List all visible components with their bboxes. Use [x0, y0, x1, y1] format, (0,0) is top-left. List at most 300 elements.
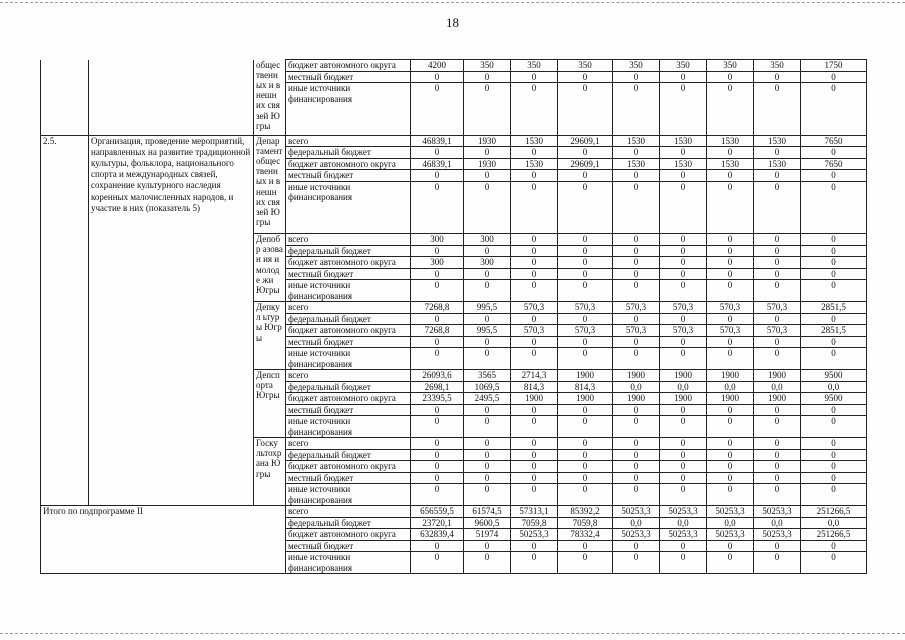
amount-cell: 0: [511, 313, 558, 325]
amount-cell: 350: [707, 60, 754, 72]
funding-source-cell: федеральный бюджет: [286, 245, 411, 257]
amount-cell: 0: [801, 438, 867, 450]
amount-cell: 0: [707, 404, 754, 416]
amount-cell: 0: [613, 313, 660, 325]
amount-cell: 0: [754, 313, 801, 325]
budget-table: [40, 59, 867, 574]
amount-cell: 0: [558, 336, 613, 348]
amount-cell: 1930: [464, 135, 511, 147]
amount-cell: 0: [464, 245, 511, 257]
funding-source-cell: бюджет автономного округа: [286, 461, 411, 473]
amount-cell: 0: [707, 71, 754, 83]
amount-cell: 0: [464, 472, 511, 484]
amount-cell: 46839,1: [411, 158, 464, 170]
amount-cell: 656559,5: [411, 506, 464, 518]
amount-cell: 1530: [613, 135, 660, 147]
funding-source-cell: всего: [286, 370, 411, 382]
amount-cell: 0: [558, 404, 613, 416]
amount-cell: 995,5: [464, 302, 511, 314]
amount-cell: 0: [707, 484, 754, 506]
amount-cell: 0: [411, 268, 464, 280]
amount-cell: 4200: [411, 60, 464, 72]
amount-cell: 0: [613, 181, 660, 234]
amount-cell: 0: [558, 416, 613, 438]
amount-cell: 2851,5: [801, 302, 867, 314]
amount-cell: 251266,5: [801, 529, 867, 541]
amount-cell: 46839,1: [411, 135, 464, 147]
amount-cell: 2495,5: [464, 393, 511, 405]
amount-cell: 50253,3: [511, 529, 558, 541]
amount-cell: 0: [411, 71, 464, 83]
amount-cell: 0: [464, 416, 511, 438]
amount-cell: 7650: [801, 158, 867, 170]
amount-cell: 350: [511, 60, 558, 72]
amount-cell: 0: [754, 280, 801, 302]
amount-cell: 50253,3: [754, 506, 801, 518]
amount-cell: 0: [511, 268, 558, 280]
amount-cell: 0: [411, 313, 464, 325]
responsible-executor-cell: Депкул ьтуры Югры: [254, 302, 286, 370]
amount-cell: 0: [558, 147, 613, 159]
amount-cell: 814,3: [511, 381, 558, 393]
amount-cell: 0,0: [707, 381, 754, 393]
amount-cell: 0: [558, 461, 613, 473]
funding-source-cell: федеральный бюджет: [286, 517, 411, 529]
funding-source-cell: иные источники финансирования: [286, 181, 411, 234]
amount-cell: 0: [613, 83, 660, 136]
amount-cell: 0: [511, 336, 558, 348]
amount-cell: 7268,8: [411, 325, 464, 337]
amount-cell: 0: [411, 348, 464, 370]
scan-edge-top: [0, 2, 905, 3]
amount-cell: 50253,3: [707, 529, 754, 541]
funding-source-cell: федеральный бюджет: [286, 313, 411, 325]
amount-cell: 0: [411, 181, 464, 234]
amount-cell: 0: [464, 313, 511, 325]
funding-source-cell: всего: [286, 438, 411, 450]
amount-cell: 0: [754, 234, 801, 246]
amount-cell: 2714,3: [511, 370, 558, 382]
amount-cell: 0: [558, 71, 613, 83]
amount-cell: 0: [411, 404, 464, 416]
amount-cell: 1900: [511, 393, 558, 405]
amount-cell: 0: [707, 336, 754, 348]
amount-cell: 0: [558, 170, 613, 182]
amount-cell: 0: [754, 71, 801, 83]
task-name-cell: Организация, проведение мероприятий, направленных на развитие традиционной культуры, фольклора, национального спорта и международных связей, сохранение культурного наследия коренных малочисленных народов, и участие в них (показатель 5): [89, 135, 254, 506]
amount-cell: 0,0: [660, 381, 707, 393]
responsible-executor-cell: общес твенн ых и внешн их связей Югры: [254, 60, 286, 136]
amount-cell: 0: [558, 234, 613, 246]
amount-cell: 0: [464, 71, 511, 83]
funding-source-cell: иные источники финансирования: [286, 83, 411, 136]
amount-cell: 0: [511, 540, 558, 552]
amount-cell: 0: [613, 472, 660, 484]
amount-cell: 0: [411, 83, 464, 136]
amount-cell: 1900: [754, 370, 801, 382]
funding-source-cell: всего: [286, 302, 411, 314]
amount-cell: 0: [558, 348, 613, 370]
amount-cell: 0: [613, 552, 660, 574]
amount-cell: 0: [411, 280, 464, 302]
page-number: 18: [446, 15, 459, 30]
amount-cell: 1900: [613, 393, 660, 405]
total-label-cell: Итого по подпрограмме II: [41, 506, 286, 574]
amount-cell: 0: [660, 438, 707, 450]
amount-cell: 0: [558, 552, 613, 574]
amount-cell: 350: [613, 60, 660, 72]
amount-cell: 0: [660, 540, 707, 552]
amount-cell: 0: [707, 245, 754, 257]
amount-cell: 1530: [613, 158, 660, 170]
amount-cell: 0: [511, 83, 558, 136]
amount-cell: 0: [660, 170, 707, 182]
amount-cell: 0: [707, 83, 754, 136]
amount-cell: 3565: [464, 370, 511, 382]
amount-cell: 0: [558, 484, 613, 506]
amount-cell: 0: [558, 257, 613, 269]
amount-cell: 1900: [707, 393, 754, 405]
funding-source-cell: бюджет автономного округа: [286, 60, 411, 72]
amount-cell: 1530: [660, 135, 707, 147]
responsible-executor-cell: Госку льтохр ана Югры: [254, 438, 286, 506]
amount-cell: 570,3: [754, 302, 801, 314]
amount-cell: 1530: [511, 135, 558, 147]
amount-cell: 0: [801, 336, 867, 348]
amount-cell: 0: [558, 472, 613, 484]
amount-cell: 0,0: [613, 517, 660, 529]
amount-cell: 632839,4: [411, 529, 464, 541]
amount-cell: 0: [411, 461, 464, 473]
funding-source-cell: всего: [286, 234, 411, 246]
amount-cell: 0: [801, 234, 867, 246]
amount-cell: 0,0: [801, 517, 867, 529]
funding-source-cell: местный бюджет: [286, 71, 411, 83]
amount-cell: 0: [511, 484, 558, 506]
amount-cell: 0: [464, 461, 511, 473]
funding-source-cell: иные источники финансирования: [286, 416, 411, 438]
amount-cell: 0: [707, 268, 754, 280]
amount-cell: 300: [464, 234, 511, 246]
amount-cell: 0: [613, 461, 660, 473]
amount-cell: 0: [558, 280, 613, 302]
amount-cell: 0: [411, 472, 464, 484]
amount-cell: 0: [754, 484, 801, 506]
amount-cell: 0: [558, 245, 613, 257]
funding-source-cell: федеральный бюджет: [286, 449, 411, 461]
amount-cell: 0,0: [801, 381, 867, 393]
amount-cell: 814,3: [558, 381, 613, 393]
amount-cell: 0: [613, 449, 660, 461]
amount-cell: 0: [613, 540, 660, 552]
amount-cell: 570,3: [660, 325, 707, 337]
amount-cell: 0: [660, 280, 707, 302]
amount-cell: 570,3: [511, 325, 558, 337]
amount-cell: 0: [801, 449, 867, 461]
amount-cell: 570,3: [558, 302, 613, 314]
amount-cell: 0: [464, 147, 511, 159]
amount-cell: 251266,5: [801, 506, 867, 518]
amount-cell: 0: [707, 280, 754, 302]
amount-cell: 0: [613, 71, 660, 83]
funding-source-cell: местный бюджет: [286, 472, 411, 484]
amount-cell: 0: [411, 438, 464, 450]
amount-cell: 0: [613, 336, 660, 348]
amount-cell: 0: [558, 438, 613, 450]
amount-cell: 0: [464, 540, 511, 552]
amount-cell: 0: [801, 313, 867, 325]
amount-cell: 85392,2: [558, 506, 613, 518]
amount-cell: 1530: [754, 135, 801, 147]
amount-cell: 0: [613, 268, 660, 280]
amount-cell: 0: [613, 416, 660, 438]
amount-cell: 0: [613, 280, 660, 302]
amount-cell: 0: [464, 438, 511, 450]
amount-cell: 300: [411, 234, 464, 246]
amount-cell: 7059,8: [558, 517, 613, 529]
amount-cell: 0: [511, 71, 558, 83]
amount-cell: 0: [558, 540, 613, 552]
amount-cell: 0: [754, 268, 801, 280]
amount-cell: 0: [411, 552, 464, 574]
amount-cell: 0: [411, 540, 464, 552]
amount-cell: 2698,1: [411, 381, 464, 393]
amount-cell: 9500: [801, 393, 867, 405]
amount-cell: 0: [801, 268, 867, 280]
amount-cell: 0: [707, 257, 754, 269]
amount-cell: 350: [660, 60, 707, 72]
amount-cell: 0: [464, 484, 511, 506]
amount-cell: 0: [558, 83, 613, 136]
amount-cell: 61574,5: [464, 506, 511, 518]
amount-cell: 350: [464, 60, 511, 72]
amount-cell: 0: [464, 552, 511, 574]
amount-cell: 2851,5: [801, 325, 867, 337]
funding-source-cell: бюджет автономного округа: [286, 158, 411, 170]
funding-source-cell: местный бюджет: [286, 170, 411, 182]
amount-cell: 0: [660, 257, 707, 269]
amount-cell: 0: [801, 181, 867, 234]
amount-cell: 0: [411, 484, 464, 506]
amount-cell: 0: [558, 268, 613, 280]
amount-cell: 0: [411, 245, 464, 257]
amount-cell: 0: [754, 83, 801, 136]
amount-cell: 0: [754, 540, 801, 552]
amount-cell: 0: [660, 416, 707, 438]
amount-cell: 0: [613, 170, 660, 182]
amount-cell: 0: [511, 245, 558, 257]
amount-cell: 0: [511, 147, 558, 159]
amount-cell: 0: [754, 416, 801, 438]
amount-cell: 0: [660, 484, 707, 506]
amount-cell: 50253,3: [613, 529, 660, 541]
funding-source-cell: иные источники финансирования: [286, 552, 411, 574]
amount-cell: 0: [558, 313, 613, 325]
amount-cell: 1530: [660, 158, 707, 170]
amount-cell: 0: [613, 438, 660, 450]
amount-cell: 300: [464, 257, 511, 269]
amount-cell: 0,0: [613, 381, 660, 393]
amount-cell: 0: [411, 170, 464, 182]
amount-cell: 0: [707, 540, 754, 552]
amount-cell: 0: [660, 234, 707, 246]
amount-cell: 0: [707, 313, 754, 325]
amount-cell: 0: [411, 336, 464, 348]
amount-cell: 0: [754, 472, 801, 484]
amount-cell: 0: [464, 404, 511, 416]
amount-cell: 0: [464, 170, 511, 182]
amount-cell: 0: [707, 449, 754, 461]
funding-source-cell: местный бюджет: [286, 540, 411, 552]
amount-cell: 0: [707, 181, 754, 234]
amount-cell: 1069,5: [464, 381, 511, 393]
amount-cell: 0: [754, 348, 801, 370]
amount-cell: 0: [754, 147, 801, 159]
amount-cell: 0: [511, 449, 558, 461]
amount-cell: 50253,3: [613, 506, 660, 518]
amount-cell: 0: [411, 147, 464, 159]
amount-cell: 995,5: [464, 325, 511, 337]
amount-cell: 0: [511, 170, 558, 182]
amount-cell: 0: [707, 552, 754, 574]
funding-source-cell: федеральный бюджет: [286, 147, 411, 159]
amount-cell: 0: [801, 71, 867, 83]
amount-cell: 300: [411, 257, 464, 269]
amount-cell: 9500: [801, 370, 867, 382]
amount-cell: 7059,8: [511, 517, 558, 529]
item-number-cell: [41, 60, 89, 136]
amount-cell: 0: [754, 181, 801, 234]
amount-cell: 570,3: [511, 302, 558, 314]
amount-cell: 0: [801, 257, 867, 269]
amount-cell: 57313,1: [511, 506, 558, 518]
amount-cell: 0: [801, 461, 867, 473]
funding-source-cell: бюджет автономного округа: [286, 257, 411, 269]
responsible-executor-cell: Депобр азован ия и молоде жи Югры: [254, 234, 286, 302]
amount-cell: 50253,3: [660, 529, 707, 541]
amount-cell: 1930: [464, 158, 511, 170]
amount-cell: 29609,1: [558, 158, 613, 170]
amount-cell: 0: [801, 540, 867, 552]
amount-cell: 0: [511, 461, 558, 473]
amount-cell: 0: [754, 449, 801, 461]
amount-cell: 0: [754, 170, 801, 182]
amount-cell: 26093,6: [411, 370, 464, 382]
amount-cell: 0: [707, 147, 754, 159]
amount-cell: 9600,5: [464, 517, 511, 529]
amount-cell: 0: [613, 147, 660, 159]
amount-cell: 0: [707, 461, 754, 473]
amount-cell: 1900: [707, 370, 754, 382]
amount-cell: 0: [754, 245, 801, 257]
amount-cell: 1530: [754, 158, 801, 170]
amount-cell: 0: [511, 416, 558, 438]
amount-cell: 0: [464, 280, 511, 302]
amount-cell: 570,3: [754, 325, 801, 337]
responsible-executor-cell: Депар тамент общес твенн ых и внешн их связей Югры: [254, 135, 286, 234]
amount-cell: 0: [411, 416, 464, 438]
amount-cell: 7650: [801, 135, 867, 147]
amount-cell: 0: [707, 472, 754, 484]
amount-cell: 0: [613, 348, 660, 370]
amount-cell: 0: [801, 245, 867, 257]
amount-cell: 0: [558, 449, 613, 461]
amount-cell: 0: [511, 257, 558, 269]
amount-cell: 0: [464, 83, 511, 136]
amount-cell: 1900: [613, 370, 660, 382]
amount-cell: 0: [511, 552, 558, 574]
amount-cell: 0: [511, 348, 558, 370]
amount-cell: 0: [464, 336, 511, 348]
amount-cell: 0: [707, 438, 754, 450]
amount-cell: 0: [801, 404, 867, 416]
amount-cell: 0: [801, 280, 867, 302]
amount-cell: 0: [801, 416, 867, 438]
funding-source-cell: иные источники финансирования: [286, 484, 411, 506]
amount-cell: 0: [511, 472, 558, 484]
total-row: [41, 506, 867, 518]
amount-cell: 0: [754, 404, 801, 416]
amount-cell: 0: [511, 280, 558, 302]
table-row: [41, 135, 867, 147]
amount-cell: 0: [464, 268, 511, 280]
funding-source-cell: всего: [286, 506, 411, 518]
amount-cell: 0: [707, 234, 754, 246]
task-name-cell: [89, 60, 254, 136]
amount-cell: 0: [558, 181, 613, 234]
amount-cell: 51974: [464, 529, 511, 541]
amount-cell: 1530: [511, 158, 558, 170]
amount-cell: 0: [511, 181, 558, 234]
amount-cell: 0: [707, 170, 754, 182]
amount-cell: 0: [660, 71, 707, 83]
amount-cell: 1530: [707, 158, 754, 170]
amount-cell: 0: [660, 147, 707, 159]
amount-cell: 0: [613, 234, 660, 246]
amount-cell: 0: [801, 83, 867, 136]
amount-cell: 0,0: [754, 381, 801, 393]
amount-cell: 570,3: [660, 302, 707, 314]
amount-cell: 350: [754, 60, 801, 72]
amount-cell: 1530: [707, 135, 754, 147]
amount-cell: 0: [660, 313, 707, 325]
amount-cell: 0,0: [707, 517, 754, 529]
amount-cell: 23720,1: [411, 517, 464, 529]
amount-cell: 570,3: [613, 325, 660, 337]
amount-cell: 0: [660, 404, 707, 416]
funding-source-cell: бюджет автономного округа: [286, 393, 411, 405]
amount-cell: 50253,3: [660, 506, 707, 518]
amount-cell: 1900: [558, 370, 613, 382]
amount-cell: 1900: [754, 393, 801, 405]
amount-cell: 0: [511, 404, 558, 416]
funding-source-cell: местный бюджет: [286, 268, 411, 280]
funding-source-cell: бюджет автономного округа: [286, 325, 411, 337]
amount-cell: 0: [660, 181, 707, 234]
amount-cell: 0: [754, 552, 801, 574]
amount-cell: 0: [660, 268, 707, 280]
amount-cell: 0: [660, 245, 707, 257]
amount-cell: 0: [754, 438, 801, 450]
amount-cell: 1750: [801, 60, 867, 72]
amount-cell: 0: [754, 336, 801, 348]
amount-cell: 0: [754, 257, 801, 269]
amount-cell: 0: [707, 416, 754, 438]
funding-source-cell: бюджет автономного округа: [286, 529, 411, 541]
table-row: [41, 60, 867, 72]
amount-cell: 0: [660, 83, 707, 136]
amount-cell: 1900: [660, 370, 707, 382]
